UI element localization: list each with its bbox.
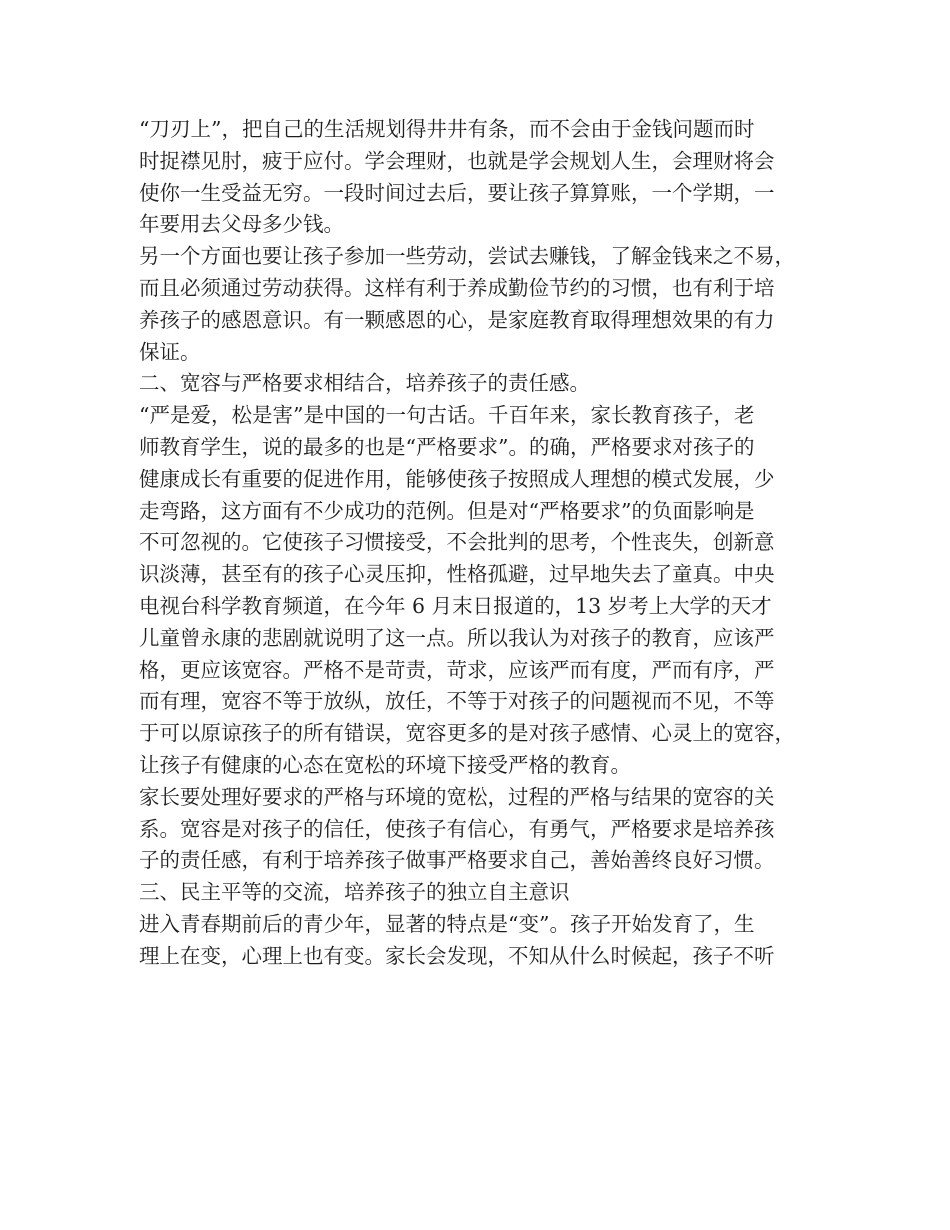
text-line: 格，更应该宽容。严格不是苛责，苛求，应该严而有度，严而有序，严 [139, 657, 775, 682]
text-line: 师教育学生，说的最多的也是“严格要求”。的确，严格要求对孩子的 [139, 434, 755, 459]
text-line: 让孩子有健康的心态在宽松的环境下接受严格的教育。 [139, 752, 631, 777]
text-line: “刀刃上”，把自己的生活规划得井井有条，而不会由于金钱问题而时 [139, 117, 755, 141]
section-heading: 二、宽容与严格要求相结合，培养孩子的责任感。 [139, 371, 590, 396]
text-line: “严是爱，松是害”是中国的一句古话。千百年来，家长教育孩子，老 [139, 403, 755, 428]
text-line: 健康成长有重要的促进作用，能够使孩子按照成人理想的模式发展，少 [139, 466, 775, 491]
text-line: 家长要处理好要求的严格与环境的宽松，过程的严格与结果的宽容的关 [139, 784, 775, 809]
text-line: 保证。 [139, 339, 201, 364]
text-line: 走弯路，这方面有不少成功的范例。但是对“严格要求”的负面影响是 [139, 498, 755, 523]
text-line: 于可以原谅孩子的所有错误，宽容更多的是对孩子感情、心灵上的宽容， [139, 721, 795, 746]
text-line: 子的责任感，有利于培养孩子做事严格要求自己，善始善终良好习惯。 [139, 848, 775, 873]
text-line: 使你一生受益无穷。一段时间过去后，要让孩子算算账，一个学期，一 [139, 180, 775, 205]
text-line: 而有理，宽容不等于放纵，放任，不等于对孩子的问题视而不见，不等 [139, 689, 775, 714]
text-line: 养孩子的感恩意识。有一颗感恩的心，是家庭教育取得理想效果的有力 [139, 307, 775, 332]
text-line: 年要用去父母多少钱。 [139, 212, 344, 237]
text-line: 儿童曾永康的悲剧就说明了这一点。所以我认为对孩子的教育，应该严 [139, 625, 775, 650]
text-line: 而且必须通过劳动获得。这样有利于养成勤俭节约的习惯，也有利于培 [139, 275, 775, 300]
text-line: 另一个方面也要让孩子参加一些劳动，尝试去赚钱，了解金钱来之不易， [139, 244, 795, 269]
text-line: 进入青春期前后的青少年，显著的特点是“变”。孩子开始发育了，生 [139, 911, 755, 936]
text-line: 电视台科学教育频道，在今年 6 月末日报道的，13 岁考上大学的天才 [139, 593, 772, 618]
section-heading: 三、民主平等的交流，培养孩子的独立自主意识 [139, 880, 570, 905]
text-line: 时捉襟见肘，疲于应付。学会理财，也就是学会规划人生，会理财将会 [139, 148, 775, 173]
text-line: 系。宽容是对孩子的信任，使孩子有信心，有勇气，严格要求是培养孩 [139, 816, 775, 841]
text-line: 不可忽视的。它使孩子习惯接受，不会批判的思考，个性丧失，创新意 [139, 530, 775, 555]
text-line: 识淡薄，甚至有的孩子心灵压抑，性格孤避，过早地失去了童真。中央 [139, 562, 775, 587]
text-line: 理上在变，心理上也有变。家长会发现，不知从什么时候起，孩子不听 [139, 943, 775, 968]
document-body [139, 114, 819, 973]
